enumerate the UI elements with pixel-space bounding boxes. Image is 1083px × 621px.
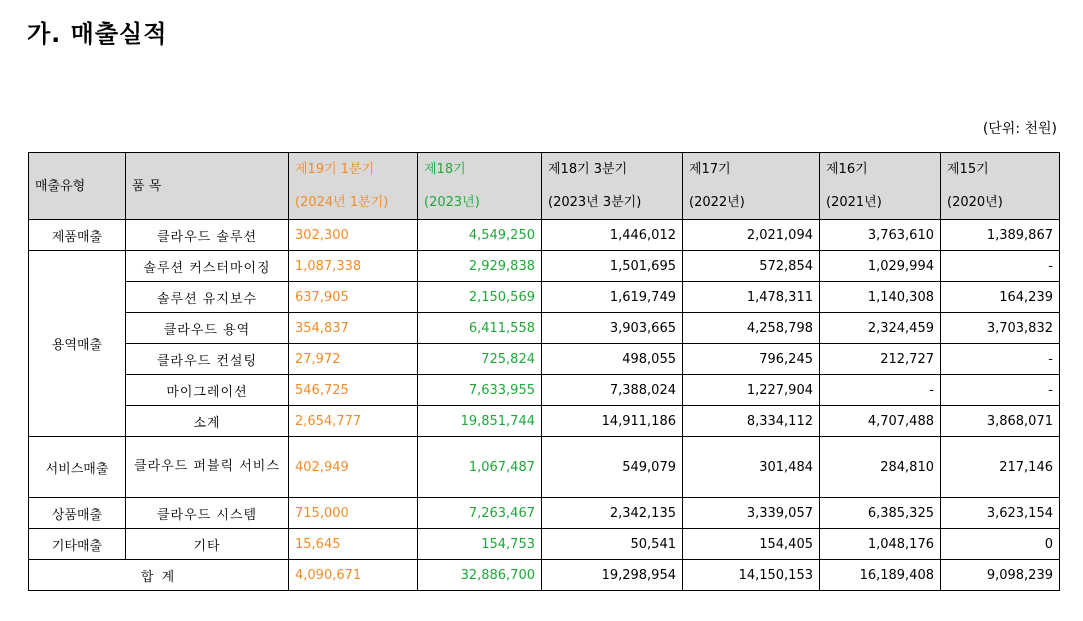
table-row <box>29 529 1060 560</box>
cell-value: 6,411,558 <box>418 313 542 344</box>
cell-value: 1,140,308 <box>820 282 941 313</box>
cell-value: 3,703,832 <box>941 313 1060 344</box>
cell-value: 19,298,954 <box>542 560 683 591</box>
cell-value: 1,389,867 <box>941 220 1060 251</box>
header-col-18q3: 제18기 3분기 (2023년 3분기) <box>542 153 683 220</box>
cell-value: 217,146 <box>941 437 1060 498</box>
header-col-16: 제16기 (2021년) <box>820 153 941 220</box>
row-item: 클라우드 솔루션 <box>126 220 289 251</box>
cell-value: 1,067,487 <box>418 437 542 498</box>
cell-value: 725,824 <box>418 344 542 375</box>
row-item: 마이그레이션 <box>126 375 289 406</box>
row-type: 용역매출 <box>29 251 126 437</box>
cell-value: 154,753 <box>418 529 542 560</box>
row-item: 클라우드 용역 <box>126 313 289 344</box>
cell-value: 50,541 <box>542 529 683 560</box>
row-type: 기타매출 <box>29 529 126 560</box>
cell-value: 354,837 <box>289 313 418 344</box>
cell-value: 2,021,094 <box>683 220 820 251</box>
row-item: 기타 <box>126 529 289 560</box>
unit-label: (단위: 천원) <box>982 121 1057 137</box>
table-row <box>29 344 1060 375</box>
cell-value: 4,707,488 <box>820 406 941 437</box>
cell-value: 14,911,186 <box>542 406 683 437</box>
cell-value: 154,405 <box>683 529 820 560</box>
cell-value: 796,245 <box>683 344 820 375</box>
table-row <box>29 220 1060 251</box>
cell-value: 302,300 <box>289 220 418 251</box>
row-item: 솔루션 유지보수 <box>126 282 289 313</box>
table-header-row <box>29 153 1060 220</box>
table-row <box>29 251 1060 282</box>
cell-value: 637,905 <box>289 282 418 313</box>
header-type: 매출유형 <box>29 153 126 220</box>
header-col-17: 제17기 (2022년) <box>683 153 820 220</box>
cell-value: 402,949 <box>289 437 418 498</box>
header-col-18: 제18기 (2023년) <box>418 153 542 220</box>
cell-value: 1,227,904 <box>683 375 820 406</box>
table-row <box>29 375 1060 406</box>
section-title: 가. 매출실적 <box>27 20 168 48</box>
cell-value: 19,851,744 <box>418 406 542 437</box>
cell-value: - <box>820 375 941 406</box>
cell-value: 3,868,071 <box>941 406 1060 437</box>
cell-value: 7,388,024 <box>542 375 683 406</box>
row-type: 서비스매출 <box>29 437 126 498</box>
sales-table <box>28 152 1060 591</box>
cell-value: 1,619,749 <box>542 282 683 313</box>
cell-value: 715,000 <box>289 498 418 529</box>
row-item: 소계 <box>126 406 289 437</box>
cell-value: 164,239 <box>941 282 1060 313</box>
cell-value: 3,903,665 <box>542 313 683 344</box>
table-row <box>29 282 1060 313</box>
cell-value: 1,501,695 <box>542 251 683 282</box>
table-row <box>29 437 1060 498</box>
cell-value: 15,645 <box>289 529 418 560</box>
cell-value: 27,972 <box>289 344 418 375</box>
cell-value: 16,189,408 <box>820 560 941 591</box>
table-row-total <box>29 560 1060 591</box>
cell-value: 3,623,154 <box>941 498 1060 529</box>
cell-value: 1,478,311 <box>683 282 820 313</box>
table-row-subtotal <box>29 406 1060 437</box>
cell-value: 1,048,176 <box>820 529 941 560</box>
cell-value: 572,854 <box>683 251 820 282</box>
cell-value: 4,549,250 <box>418 220 542 251</box>
header-col-19q1: 제19기 1분기 (2024년 1분기) <box>289 153 418 220</box>
cell-value: 8,334,112 <box>683 406 820 437</box>
cell-value: 3,339,057 <box>683 498 820 529</box>
cell-value: 1,446,012 <box>542 220 683 251</box>
row-type: 상품매출 <box>29 498 126 529</box>
cell-value: 2,654,777 <box>289 406 418 437</box>
row-type: 제품매출 <box>29 220 126 251</box>
total-label: 합 계 <box>29 560 289 591</box>
cell-value: 7,633,955 <box>418 375 542 406</box>
cell-value: 3,763,610 <box>820 220 941 251</box>
cell-value: 212,727 <box>820 344 941 375</box>
cell-value: 498,055 <box>542 344 683 375</box>
cell-value: - <box>941 251 1060 282</box>
cell-value: 14,150,153 <box>683 560 820 591</box>
table-row <box>29 313 1060 344</box>
cell-value: 301,484 <box>683 437 820 498</box>
cell-value: 2,929,838 <box>418 251 542 282</box>
cell-value: - <box>941 375 1060 406</box>
cell-value: - <box>941 344 1060 375</box>
cell-value: 4,258,798 <box>683 313 820 344</box>
row-item: 클라우드 시스템 <box>126 498 289 529</box>
cell-value: 1,029,994 <box>820 251 941 282</box>
cell-value: 4,090,671 <box>289 560 418 591</box>
cell-value: 32,886,700 <box>418 560 542 591</box>
row-item: 클라우드 퍼블릭 서비스 <box>126 437 289 498</box>
cell-value: 1,087,338 <box>289 251 418 282</box>
cell-value: 0 <box>941 529 1060 560</box>
cell-value: 6,385,325 <box>820 498 941 529</box>
header-col-15: 제15기 (2020년) <box>941 153 1060 220</box>
header-item: 품 목 <box>126 153 289 220</box>
cell-value: 546,725 <box>289 375 418 406</box>
table-row <box>29 498 1060 529</box>
row-item: 솔루션 커스터마이징 <box>126 251 289 282</box>
cell-value: 7,263,467 <box>418 498 542 529</box>
cell-value: 2,342,135 <box>542 498 683 529</box>
cell-value: 9,098,239 <box>941 560 1060 591</box>
cell-value: 2,150,569 <box>418 282 542 313</box>
cell-value: 284,810 <box>820 437 941 498</box>
cell-value: 549,079 <box>542 437 683 498</box>
row-item: 클라우드 컨설팅 <box>126 344 289 375</box>
cell-value: 2,324,459 <box>820 313 941 344</box>
